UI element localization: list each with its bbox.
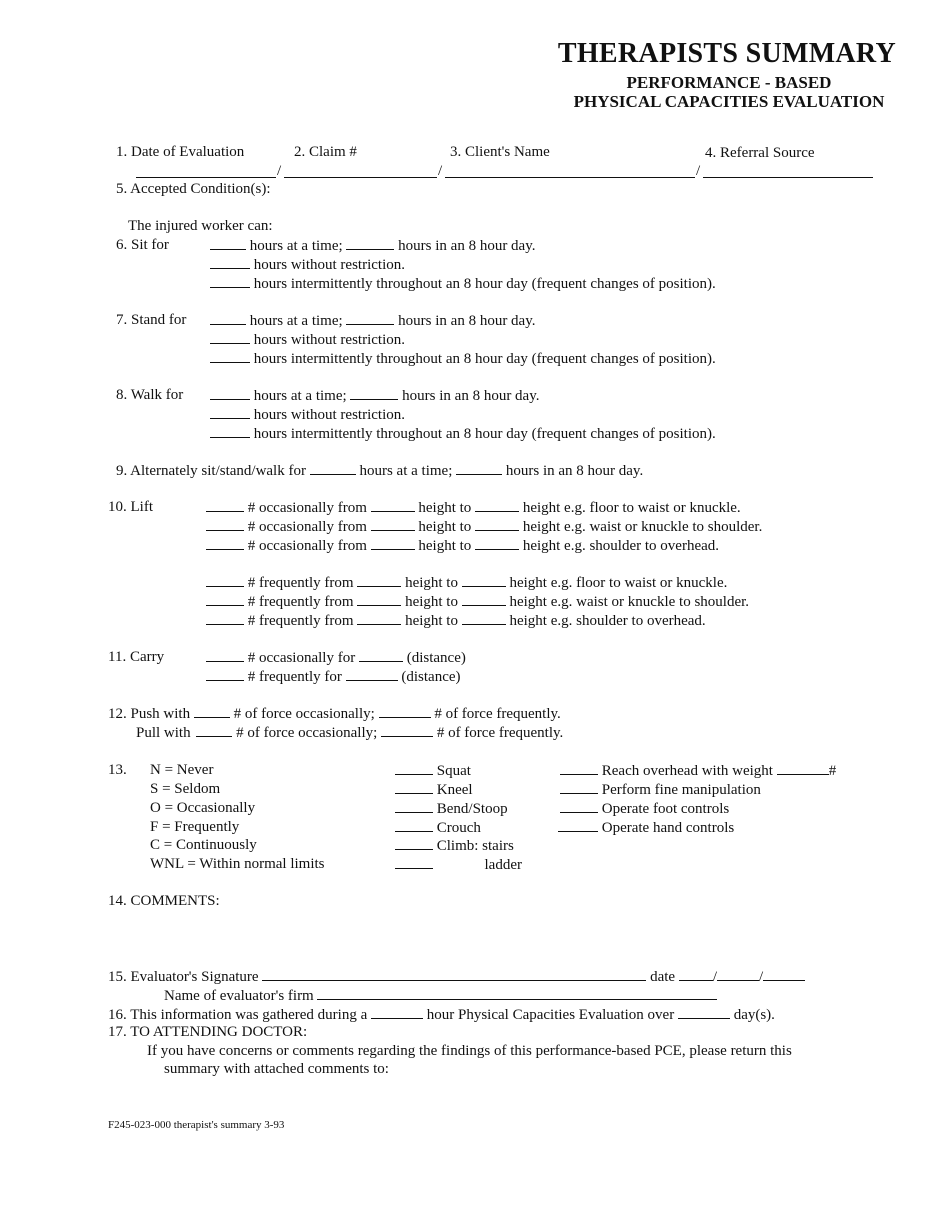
reach-overhead-label: Reach overhead with weight: [601, 763, 773, 779]
sit-intermittent-field[interactable]: [210, 275, 250, 288]
lift-from-height-field[interactable]: [371, 518, 415, 531]
alternate-hours-at-time-field[interactable]: [310, 462, 356, 475]
lift-label: 10. Lift: [108, 499, 153, 515]
sit-line-1-text-a: hours at a time;: [249, 238, 343, 254]
fine-manipulation-label: Perform fine manipulation: [601, 782, 761, 798]
crouch-label: Crouch: [436, 820, 481, 836]
pull-text-b: # of force frequently.: [436, 725, 564, 741]
bend-stoop-label: Bend/Stoop: [436, 801, 508, 817]
lift-occasional-row: [206, 499, 741, 517]
walk-line-3-text: hours intermittently throughout an 8 hour day (frequent changes of position).: [253, 426, 716, 442]
lift-example-text: height e.g. waist or knuckle to shoulder.: [522, 519, 763, 535]
evaluation-days-field[interactable]: [678, 1006, 730, 1019]
sit-for-label: 6. Sit for: [116, 237, 169, 253]
lift-height-to-text: height to: [418, 519, 472, 535]
lift-occasional-row: [206, 537, 719, 555]
hand-controls-label: Operate hand controls: [601, 820, 735, 836]
push-occ-field[interactable]: [194, 705, 230, 718]
carry-frequent-row: [206, 668, 461, 686]
crouch-row: [395, 819, 481, 837]
reach-overhead-field[interactable]: [560, 762, 598, 775]
walk-hours-per-day-field[interactable]: [350, 387, 398, 400]
alternate-text-b: hours at a time;: [359, 463, 453, 479]
walk-hours-at-time-field[interactable]: [210, 387, 250, 400]
lift-weight-field[interactable]: [206, 499, 244, 512]
stand-line-1-text-a: hours at a time;: [249, 313, 343, 329]
walk-line-1-text-a: hours at a time;: [253, 388, 347, 404]
attending-doctor-label: 17. TO ATTENDING DOCTOR:: [108, 1024, 308, 1040]
lift-freq-text: # frequently from: [247, 575, 354, 591]
lift-weight-field[interactable]: [206, 537, 244, 550]
sit-line-3: [210, 275, 716, 293]
lift-to-height-field[interactable]: [475, 518, 519, 531]
lift-from-height-field[interactable]: [357, 593, 401, 606]
lift-example-text: height e.g. waist or knuckle to shoulder.: [509, 594, 750, 610]
signature-month-field[interactable]: [679, 968, 713, 981]
referral-source-field[interactable]: [703, 177, 873, 178]
legend-within-normal-limits: WNL = Within normal limits: [150, 856, 325, 872]
evaluation-duration-row: [108, 1006, 775, 1024]
squat-field[interactable]: [395, 762, 433, 775]
field-separator: /: [696, 163, 701, 179]
sit-unrestricted-field[interactable]: [210, 256, 250, 269]
carry-freq-text: # frequently for: [247, 669, 342, 685]
date-separator: /: [759, 969, 764, 985]
legend-continuously: C = Continuously: [150, 837, 257, 853]
lift-occasional-row: [206, 518, 762, 536]
lift-freq-text: # frequently from: [247, 594, 354, 610]
signature-year-field[interactable]: [763, 968, 805, 981]
signature-row: [108, 968, 805, 986]
lift-to-height-field[interactable]: [475, 537, 519, 550]
foot-controls-field[interactable]: [560, 800, 598, 813]
stand-unrestricted-field[interactable]: [210, 331, 250, 344]
claim-number-field[interactable]: [284, 177, 437, 178]
carry-freq-weight-field[interactable]: [206, 668, 244, 681]
lift-from-height-field[interactable]: [357, 574, 401, 587]
signature-day-field[interactable]: [717, 968, 759, 981]
bend-stoop-field[interactable]: [395, 800, 433, 813]
climb-stairs-label: Climb: stairs: [436, 838, 514, 854]
walk-line-1: [210, 387, 540, 405]
hand-controls-row: [558, 819, 734, 837]
legend-occasionally: O = Occasionally: [150, 800, 256, 816]
carry-occ-distance-field[interactable]: [359, 649, 403, 662]
claim-number-label: 2. Claim #: [294, 144, 357, 160]
duration-text-a: 16. This information was gathered during a: [108, 1007, 368, 1023]
sit-line-1-text-b: hours in an 8 hour day.: [398, 238, 536, 254]
form-title: THERAPISTS SUMMARY: [557, 38, 896, 69]
pull-occ-field[interactable]: [196, 724, 232, 737]
carry-label: 11. Carry: [108, 649, 165, 665]
lift-occ-text: # occasionally from: [247, 538, 367, 554]
walk-line-1-text-b: hours in an 8 hour day.: [402, 388, 540, 404]
legend-seldom: S = Seldom: [150, 781, 221, 797]
walk-line-3: [210, 425, 716, 443]
fine-manipulation-field[interactable]: [560, 781, 598, 794]
date-separator: /: [712, 969, 717, 985]
hand-controls-field[interactable]: [558, 819, 598, 832]
kneel-row: [395, 781, 473, 799]
kneel-label: Kneel: [436, 782, 473, 798]
lift-example-text: height e.g. floor to waist or knuckle.: [509, 575, 728, 591]
lift-to-height-field[interactable]: [462, 612, 506, 625]
walk-for-label: 8. Walk for: [116, 387, 184, 403]
lift-height-to-text: height to: [405, 613, 458, 629]
duration-text-b: hour Physical Capacities Evaluation over: [426, 1007, 675, 1023]
carry-occ-text: # occasionally for: [247, 650, 356, 666]
push-freq-field[interactable]: [379, 705, 431, 718]
firm-row: [164, 987, 717, 1005]
client-name-label: 3. Client's Name: [450, 144, 550, 160]
stand-for-label: 7. Stand for: [116, 312, 187, 328]
comments-label: 14. COMMENTS:: [108, 893, 220, 909]
accepted-conditions-label: 5. Accepted Condition(s):: [116, 181, 271, 197]
sit-line-1: [210, 237, 536, 255]
push-row: [108, 705, 561, 723]
walk-unrestricted-field[interactable]: [210, 406, 250, 419]
date-label: date: [650, 969, 676, 985]
lift-frequent-row: [206, 574, 727, 592]
sit-line-2-text: hours without restriction.: [253, 257, 405, 273]
carry-freq-distance-field[interactable]: [346, 668, 398, 681]
pull-row: [136, 724, 563, 742]
pound-sign: #: [828, 763, 837, 779]
stand-line-3: [210, 350, 716, 368]
date-of-evaluation-label: 1. Date of Evaluation: [116, 144, 245, 160]
lift-weight-field[interactable]: [206, 612, 244, 625]
lift-height-to-text: height to: [405, 594, 458, 610]
lift-freq-text: # frequently from: [247, 613, 354, 629]
lift-weight-field[interactable]: [206, 518, 244, 531]
stand-line-2-text: hours without restriction.: [253, 332, 405, 348]
crouch-field[interactable]: [395, 819, 433, 832]
duration-text-c: day(s).: [733, 1007, 775, 1023]
sit-line-3-text: hours intermittently throughout an 8 hour day (frequent changes of position).: [253, 276, 716, 292]
stand-line-2: [210, 331, 405, 349]
stand-line-3-text: hours intermittently throughout an 8 hour day (frequent changes of position).: [253, 351, 716, 367]
doctor-instructions-line-2: summary with attached comments to:: [164, 1061, 389, 1077]
bend-stoop-row: [395, 800, 508, 818]
climb-ladder-field[interactable]: [395, 856, 433, 869]
carry-occ-weight-field[interactable]: [206, 649, 244, 662]
field-separator: /: [438, 163, 443, 179]
climb-ladder-row: [395, 856, 522, 874]
foot-controls-label: Operate foot controls: [601, 801, 730, 817]
evaluator-firm-label: Name of evaluator's firm: [164, 988, 314, 1004]
lift-example-text: height e.g. shoulder to overhead.: [509, 613, 706, 629]
lift-to-height-field[interactable]: [475, 499, 519, 512]
stand-intermittent-field[interactable]: [210, 350, 250, 363]
legend-frequently: F = Frequently: [150, 819, 240, 835]
push-text-a: # of force occasionally;: [233, 706, 375, 722]
stand-line-1: [210, 312, 536, 330]
stand-line-1-text-b: hours in an 8 hour day.: [398, 313, 536, 329]
legend-never: N = Never: [150, 762, 214, 778]
lift-height-to-text: height to: [418, 500, 472, 516]
form-subtitle-1: PERFORMANCE - BASED: [626, 73, 832, 92]
walk-line-2-text: hours without restriction.: [253, 407, 405, 423]
alternate-position-line: [116, 462, 643, 480]
field-separator: /: [277, 163, 282, 179]
frequency-scale-number: 13.: [108, 762, 127, 778]
pull-freq-field[interactable]: [381, 724, 433, 737]
lift-from-height-field[interactable]: [371, 537, 415, 550]
referral-source-label: 4. Referral Source: [705, 145, 815, 161]
pull-label: Pull with: [136, 725, 191, 741]
sit-hours-at-time-field[interactable]: [210, 237, 246, 250]
reach-overhead-weight-field[interactable]: [777, 762, 829, 775]
lift-to-height-field[interactable]: [462, 593, 506, 606]
evaluation-hours-field[interactable]: [371, 1006, 423, 1019]
walk-line-2: [210, 406, 405, 424]
pull-text-a: # of force occasionally;: [236, 725, 378, 741]
squat-row: [395, 762, 471, 780]
evaluator-firm-field[interactable]: [317, 987, 717, 1000]
form-subtitle-2: PHYSICAL CAPACITIES EVALUATION: [573, 92, 885, 111]
lift-from-height-field[interactable]: [371, 499, 415, 512]
evaluator-signature-label: 15. Evaluator's Signature: [108, 969, 259, 985]
lift-height-to-text: height to: [418, 538, 472, 554]
client-name-field[interactable]: [445, 177, 695, 178]
lift-occ-text: # occasionally from: [247, 500, 367, 516]
fine-manipulation-row: [560, 781, 761, 799]
sit-line-2: [210, 256, 405, 274]
alternate-position-label: 9. Alternately sit/stand/walk for: [116, 463, 306, 479]
squat-label: Squat: [436, 763, 471, 779]
lift-example-text: height e.g. floor to waist or knuckle.: [522, 500, 741, 516]
kneel-field[interactable]: [395, 781, 433, 794]
lift-from-height-field[interactable]: [357, 612, 401, 625]
form-code-footer: F245-023-000 therapist's summary 3-93: [108, 1119, 285, 1131]
lift-height-to-text: height to: [405, 575, 458, 591]
lift-example-text: height e.g. shoulder to overhead.: [522, 538, 720, 554]
evaluator-signature-field[interactable]: [262, 968, 646, 981]
lift-weight-field[interactable]: [206, 574, 244, 587]
foot-controls-row: [560, 800, 729, 818]
lift-frequent-row: [206, 612, 706, 630]
date-of-evaluation-field[interactable]: [136, 177, 276, 178]
stand-hours-at-time-field[interactable]: [210, 312, 246, 325]
climb-ladder-label: ladder: [484, 857, 522, 873]
doctor-instructions-line-1: If you have concerns or comments regarding the findings of this performance-based PCE, please return this: [147, 1043, 792, 1059]
reach-overhead-row: [560, 762, 836, 780]
alternate-text-c: hours in an 8 hour day.: [505, 463, 644, 479]
push-label: 12. Push with: [108, 706, 191, 722]
carry-occasional-row: [206, 649, 466, 667]
alternate-hours-per-day-field[interactable]: [456, 462, 502, 475]
carry-distance-text: (distance): [406, 650, 466, 666]
walk-intermittent-field[interactable]: [210, 425, 250, 438]
climb-stairs-field[interactable]: [395, 837, 433, 850]
lift-weight-field[interactable]: [206, 593, 244, 606]
push-text-b: # of force frequently.: [434, 706, 561, 722]
stand-hours-per-day-field[interactable]: [346, 312, 394, 325]
lift-frequent-row: [206, 593, 749, 611]
lift-to-height-field[interactable]: [462, 574, 506, 587]
carry-distance-text: (distance): [401, 669, 461, 685]
climb-stairs-row: [395, 837, 514, 855]
sit-hours-per-day-field[interactable]: [346, 237, 394, 250]
lift-occ-text: # occasionally from: [247, 519, 367, 535]
injured-worker-intro: The injured worker can:: [128, 218, 273, 234]
